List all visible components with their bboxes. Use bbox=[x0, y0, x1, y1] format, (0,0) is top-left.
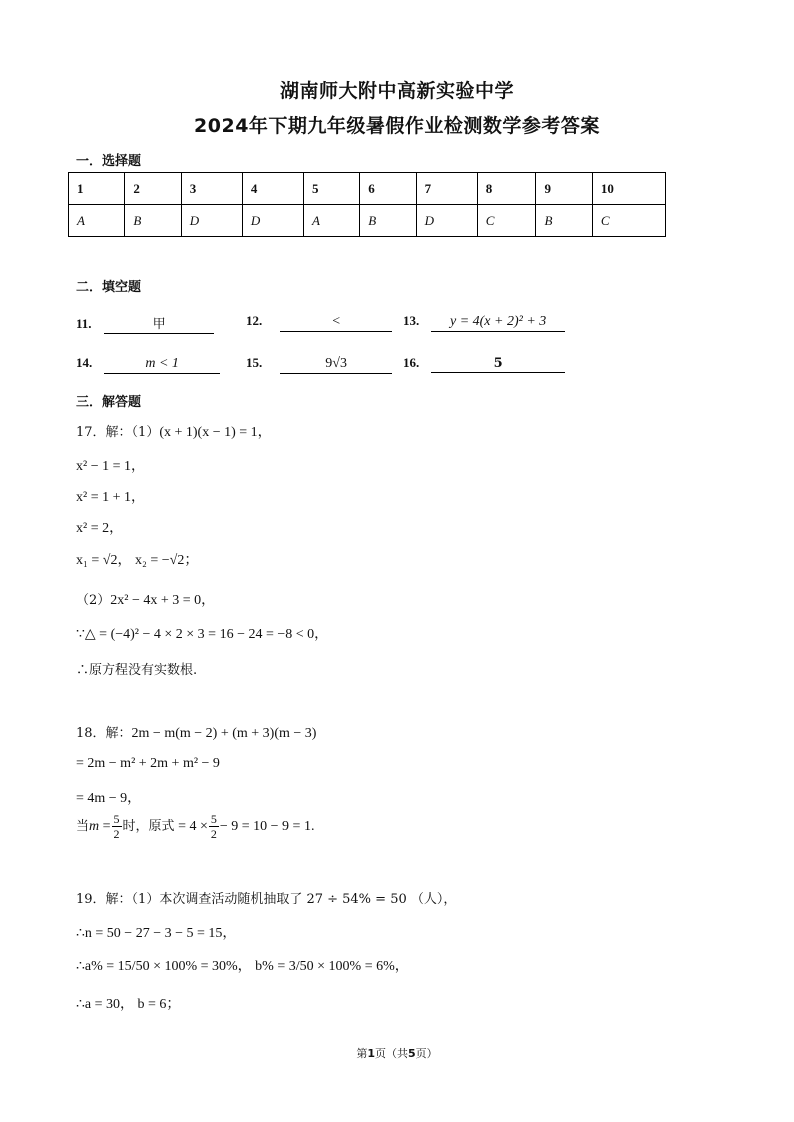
choice-answer: D bbox=[242, 205, 303, 237]
q17-line4: x² = 2， bbox=[76, 521, 124, 536]
page-total: 5 bbox=[408, 1047, 416, 1060]
q18-line2: = 2m − m² + 2m + m² − 9 bbox=[76, 756, 220, 771]
q17-equation: (x + 1)(x − 1) = 1， bbox=[159, 425, 272, 440]
fill-q15-answer: 9√3 bbox=[280, 356, 392, 374]
q18-result-label: 时，原式 bbox=[122, 819, 175, 834]
q17-part2-label: （2） bbox=[76, 593, 111, 608]
q17-line5: x₁ = √2， x₂ = −√2； bbox=[76, 553, 199, 568]
fill-q15-number: 15. bbox=[246, 355, 263, 370]
choice-answer-table bbox=[68, 172, 666, 237]
q19-line3: ∴a% = 15/50 × 100% = 30%， b% = 3/50 × 100% = 6%， bbox=[76, 959, 409, 974]
question-number: 9 bbox=[536, 173, 592, 205]
q17-line3: x² = 1 + 1， bbox=[76, 490, 145, 505]
fill-q14-answer: m < 1 bbox=[104, 356, 220, 374]
question-number: 6 bbox=[360, 173, 416, 205]
q18-line4: 当m = $\frac{5}{2}$ 时，原式 = 4 × $\frac{5}{2}$ − 9 = 10 − 9 = 1. bbox=[76, 812, 315, 841]
q18-fraction-5-2b: $\frac{5}{2}$ bbox=[210, 812, 217, 841]
question-number: 1 bbox=[69, 173, 125, 205]
choice-answer: A bbox=[303, 205, 359, 237]
question-number-row bbox=[69, 173, 666, 205]
q19-line2: ∴n = 50 − 27 − 3 − 5 = 15， bbox=[76, 926, 237, 941]
q17-line2: x² − 1 = 1， bbox=[76, 459, 145, 474]
fill-q12-answer: < bbox=[280, 314, 392, 332]
fill-q14-number: 14. bbox=[76, 355, 93, 370]
question-number: 2 bbox=[125, 173, 181, 205]
q19-line1: 19．解：（1）本次调查活动随机抽取了 27 ÷ 54% = 50 （人）， bbox=[76, 892, 457, 907]
fill-q12 bbox=[246, 313, 392, 332]
fill-q16 bbox=[403, 355, 565, 373]
question-number: 4 bbox=[242, 173, 303, 205]
fill-q13 bbox=[403, 313, 565, 332]
footer-suffix: 页） bbox=[415, 1047, 438, 1060]
footer-prefix: 第 bbox=[356, 1047, 368, 1060]
answer-row bbox=[69, 205, 666, 237]
q19-line4: ∴a = 30， b = 6； bbox=[76, 997, 181, 1012]
section-fill: 二．填空题 bbox=[76, 280, 142, 295]
page-number: 1 bbox=[367, 1047, 375, 1060]
q18-expression: 2m − m(m − 2) + (m + 3)(m − 3) bbox=[131, 726, 317, 741]
choice-answer: D bbox=[181, 205, 242, 237]
fill-q12-number: 12. bbox=[246, 313, 263, 328]
fill-q11 bbox=[76, 313, 214, 334]
page-footer bbox=[0, 1045, 794, 1061]
question-number: 7 bbox=[416, 173, 477, 205]
fill-q11-number: 11. bbox=[76, 316, 92, 331]
q18-line1 bbox=[76, 722, 316, 742]
section-choice: 一．选择题 bbox=[76, 154, 142, 169]
q17-part2 bbox=[76, 589, 215, 609]
fill-q15 bbox=[246, 355, 392, 374]
question-number: 10 bbox=[592, 173, 665, 205]
choice-answer: B bbox=[125, 205, 181, 237]
fill-q16-answer: 5 bbox=[431, 356, 565, 373]
choice-answer: A bbox=[69, 205, 125, 237]
choice-answer: B bbox=[360, 205, 416, 237]
q18-result: = 10 − 9 = 1. bbox=[241, 819, 315, 834]
q17-label: 17．解：（1） bbox=[76, 425, 160, 440]
q17-conclusion: ∴原方程没有实数根. bbox=[76, 663, 198, 678]
section-solve: 三．解答题 bbox=[76, 395, 142, 410]
q17-line1 bbox=[76, 421, 272, 441]
q17-part2-equation: 2x² − 4x + 3 = 0， bbox=[110, 593, 216, 608]
fill-q13-answer: y = 4(x + 2)² + 3 bbox=[431, 314, 565, 332]
question-number: 8 bbox=[477, 173, 536, 205]
q18-when: 当 bbox=[76, 819, 90, 834]
q18-line3: = 4m − 9， bbox=[76, 791, 142, 806]
fill-q16-number: 16. bbox=[403, 355, 420, 370]
q18-label: 18．解： bbox=[76, 726, 132, 741]
q17-discriminant: ∵△ = (−4)² − 4 × 2 × 3 = 16 − 24 = −8 < 0， bbox=[76, 627, 329, 642]
fill-q11-answer: 甲 bbox=[104, 313, 214, 334]
question-number: 5 bbox=[303, 173, 359, 205]
q18-fraction-5-2: $\frac{5}{2}$ bbox=[113, 812, 120, 841]
school-name: 湖南师大附中高新实验中学 bbox=[279, 80, 514, 102]
exam-title: 2024年下期九年级暑假作业检测数学参考答案 bbox=[194, 115, 600, 137]
question-number: 3 bbox=[181, 173, 242, 205]
choice-answer: C bbox=[477, 205, 536, 237]
footer-mid: 页（共 bbox=[375, 1047, 408, 1060]
choice-answer: D bbox=[416, 205, 477, 237]
fill-q13-number: 13. bbox=[403, 313, 420, 328]
choice-answer: B bbox=[536, 205, 592, 237]
fill-q14 bbox=[76, 355, 220, 374]
choice-answer: C bbox=[592, 205, 665, 237]
